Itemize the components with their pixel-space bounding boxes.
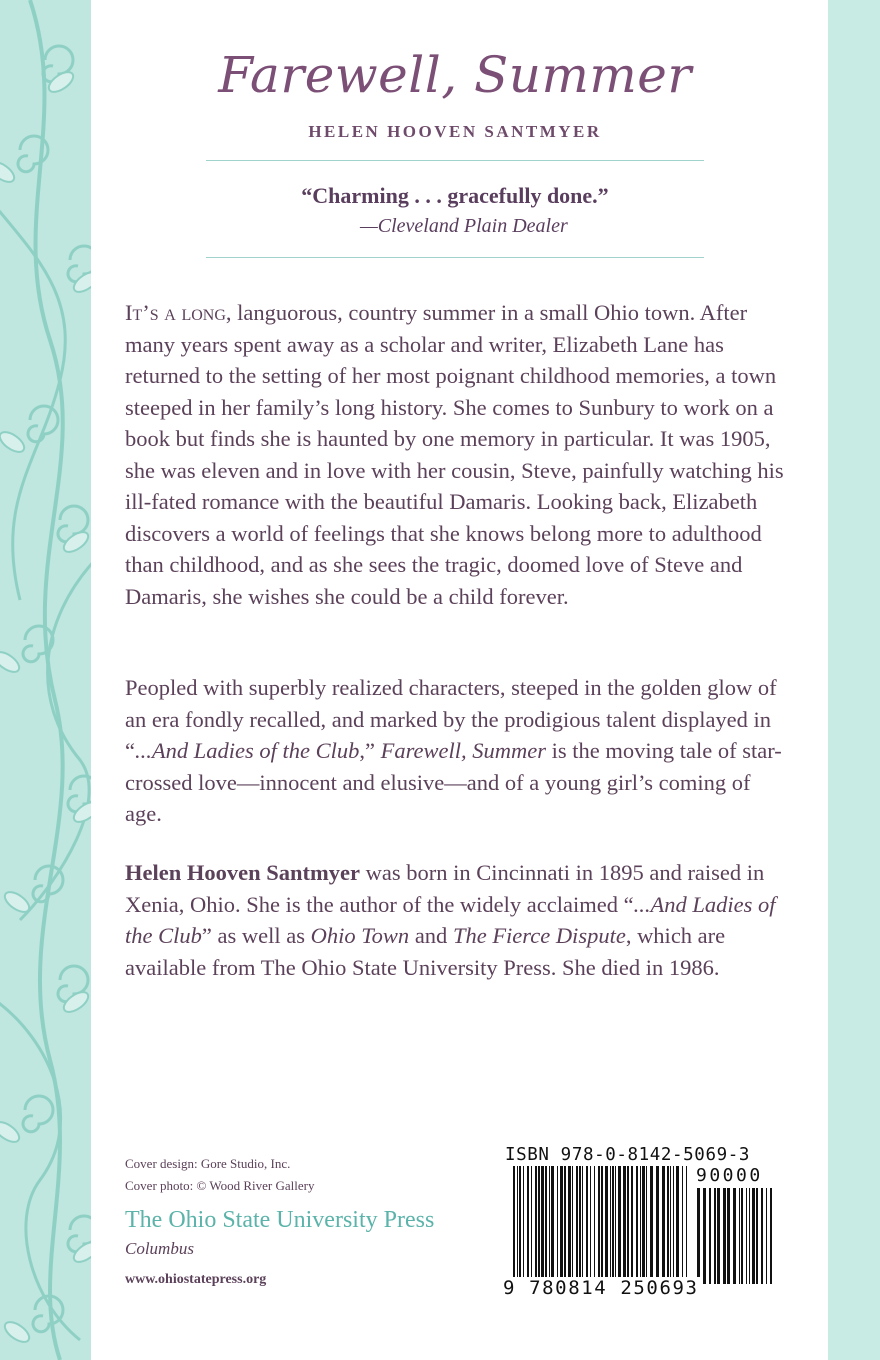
publisher-name: The Ohio State University Press	[125, 1207, 435, 1233]
author-bio-name: Helen Hooven Santmyer	[125, 860, 360, 885]
ean-barcode	[513, 1166, 691, 1294]
publisher-city: Columbus	[125, 1239, 194, 1258]
vine-swirl-pattern	[0, 0, 91, 1360]
addon-barcode	[697, 1188, 773, 1284]
author-bio-paragraph	[125, 857, 785, 983]
book-title-ladies: ...And Ladies of the Club	[135, 738, 360, 763]
publisher-url: www.ohiostatepress.org	[125, 1272, 267, 1287]
ean-digits: 9 780814 250693	[503, 1277, 699, 1299]
book-title-ohio-town: Ohio Town	[310, 923, 410, 948]
bottom-divider	[206, 257, 704, 258]
praise-text-a: Peopled with superbly realized characters, steeped in the golden glow of an era fondly recalled, and marked by the prodigious talent displayed in “	[125, 675, 777, 763]
bio-text-a: was born in Cincinnati in 1895 and raised in Xenia, Ohio. She is the author of the widely acclaimed “	[125, 860, 765, 917]
review-quote: “Charming . . . gracefully done.”	[301, 183, 609, 208]
top-divider	[206, 160, 704, 161]
book-title: Farewell, Summer	[218, 46, 692, 104]
bio-text-b: ” as well as	[201, 923, 311, 948]
author-name: HELEN HOOVEN SANTMYER	[308, 122, 602, 141]
cover-design-credit: Cover design: Gore Studio, Inc.	[125, 1156, 291, 1171]
praise-text-b: ,”	[359, 738, 381, 763]
cover-credits	[125, 1153, 314, 1197]
synopsis-text: languorous, country summer in a small Ohio town. After many years spent away as a scholar and writer, Elizabeth Lane has returned to the setting of her most poignant childhood memories, a town steeped in her family’s long history. She comes to Sunbury to work on a book but finds she is haunted by one memory in particular. It was 1905, she was eleven and in love with her cousin, Steve, painfully watching his ill-fated romance with the beautiful Damaris. Looking back, Elizabeth discovers a world of feelings that she knows belong more to adulthood than childhood, and as she sees the tragic, doomed love of Steve and Damaris, she wishes she could be a child forever.	[125, 300, 784, 609]
lead-in-text: It’s a long,	[125, 300, 232, 325]
cover-photo-credit: Cover photo: © Wood River Gallery	[125, 1178, 315, 1193]
book-title-farewell: Farewell, Summer	[380, 738, 547, 763]
right-decorative-band	[828, 0, 880, 1360]
left-decorative-band	[0, 0, 91, 1360]
bio-text-c: and	[409, 923, 453, 948]
synopsis-paragraph	[125, 297, 785, 612]
praise-text-c: is the moving tale of star-crossed love—innocent and elusive—and of a young girl’s coming of age.	[125, 738, 782, 826]
book-title-fierce-dispute: The Fierce Dispute	[452, 923, 626, 948]
isbn-label: ISBN 978-0-8142-5069-3	[505, 1145, 750, 1165]
bio-text-d: , which are available from The Ohio State University Press. She died in 1986.	[125, 923, 726, 980]
praise-paragraph	[125, 672, 785, 830]
price-addon-label: 90000	[696, 1165, 763, 1186]
book-title-ladies-2: ...And Ladies of the Club	[125, 891, 776, 948]
review-attribution: —Cleveland Plain Dealer	[360, 215, 568, 237]
